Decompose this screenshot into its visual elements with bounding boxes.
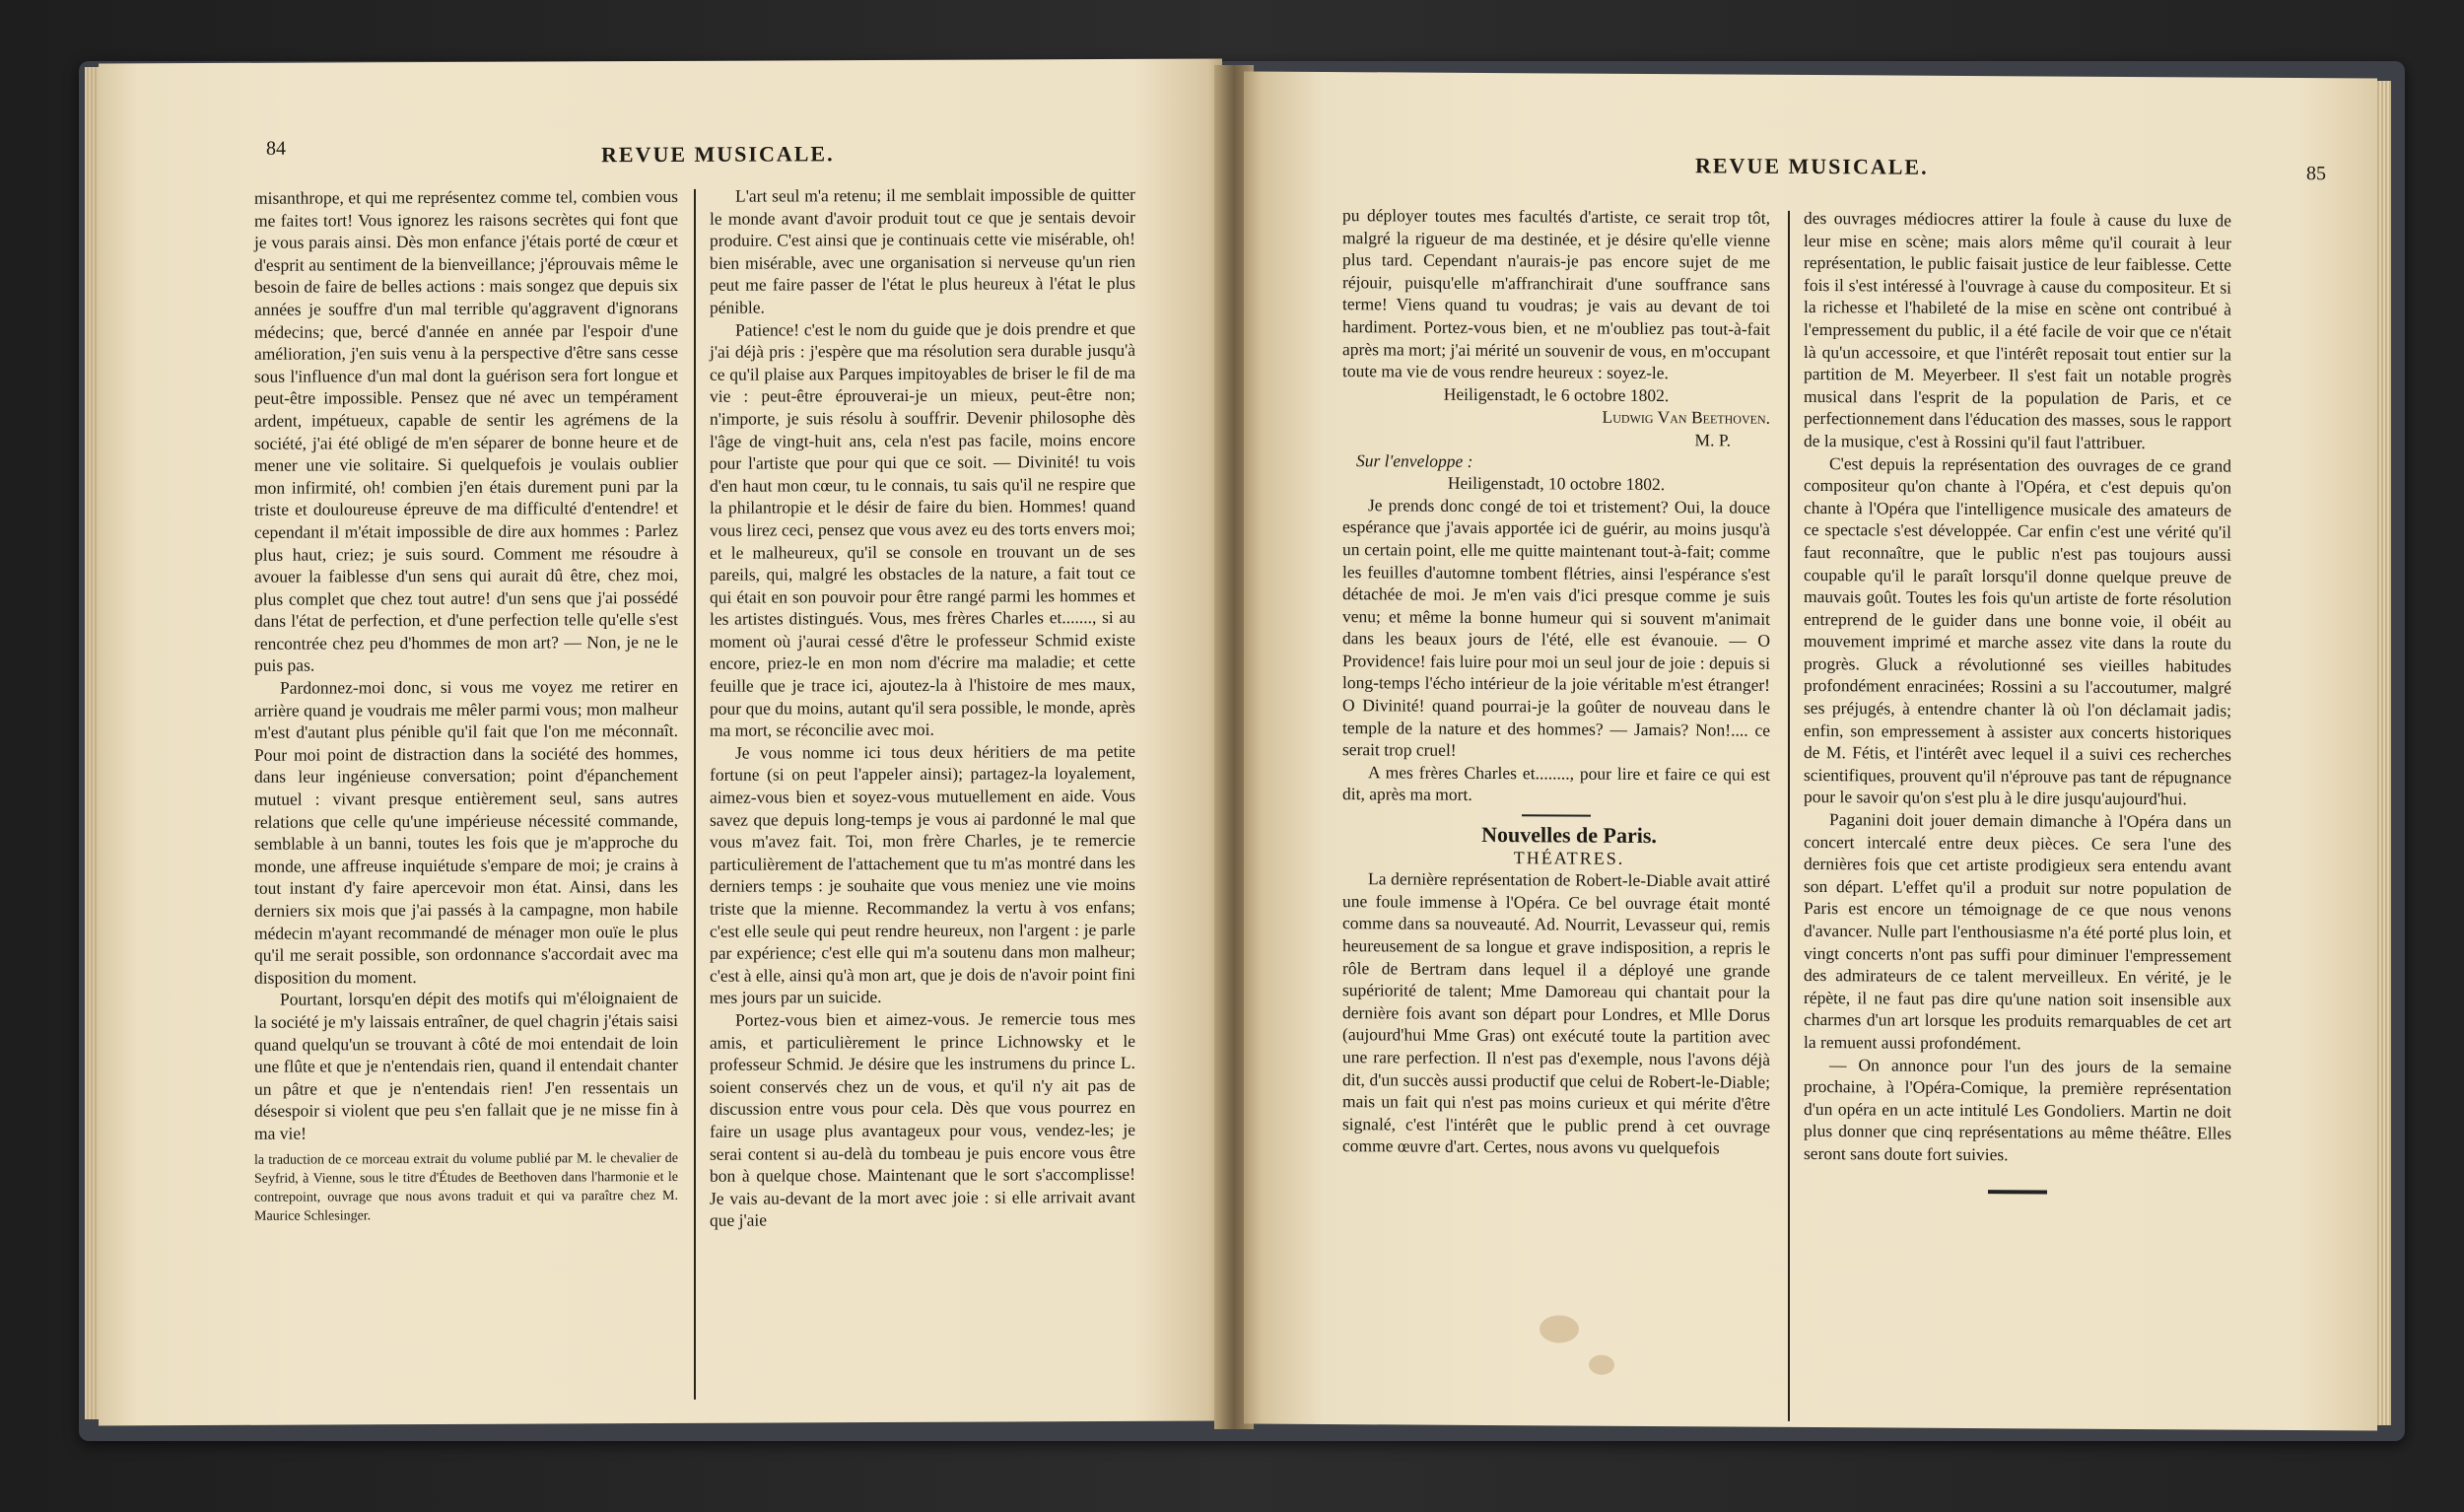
left-col2-para-4: Portez-vous bien et aimez-vous. Je remercie tous mes amis, et particulièrement le prince Lichnowsky et le professeur Schmid. Je désire que les instrumens du prince L. soient conservés chez un de vous, et qu'il n'y ait pas de discussion entre vous pour cela. Dès que vous pourrez en faire un usage plus avantageux pour vous, vendez-les; je serai content si au-delà du tombeau je puis encore vous être bon à quelque chose. Maintenant que le sort s'accomplisse! Je vais au-devant de la mort avec joie : si elle arrivait avant que j'aie <box>710 1007 1135 1231</box>
left-col1-para-3: Pourtant, lorsqu'en dépit des motifs qui m'éloignaient de la société je m'y laissais entraîner, de quel chagrin j'étais saisi quand quelqu'un se trouvant à côté de moi entendait de loin une flûte et que je n'entendais rien, quand il entendait chanter un pâtre et que je n'entendais rien! J'en ressentais un désespoir si violent que peu s'en fallait que je ne misse fin à ma vie! <box>254 988 678 1143</box>
right-column-rule <box>1788 211 1790 1421</box>
dateline-october-10: Heiligenstadt, 10 octobre 1802. <box>1447 472 1666 495</box>
left-page <box>99 59 1222 1426</box>
left-page-number: 84 <box>266 137 286 160</box>
left-col2-para-2: Patience! c'est le nom du guide que je dois prendre et que j'ai déjà pris : j'espère que ma résolution sera durable jusqu'à ce qu'il plaise aux Parques impitoyables de briser le fil de ma vie : peut-être éprouverai-je un mieux, peut-être non; n'importe, je suis résolu à souffrir. Devenir philosophe dès l'âge de vingt-huit ans, cela n'est pas facile, moins encore pour l'artiste que pour qui que ce soit. — Divinité! tu vois d'en haut mon cœur, tu le connais, tu sais qu'il ne respire que la philantropie et le désir de faire du bien. Hommes! quand vous lirez ceci, pensez que vous avez eu des torts envers moi; et le malheureux, qu'il se console en trouvant un de ses pareils, qui, malgré les obstacles de la nature, a fait tout ce qui était en son pouvoir pour être rangé parmi les hommes et les artistes distingués. Vous, mes frères Charles et......., si au moment où j'aurai cessé d'être le professeur Schmid existe encore, priez-le en mon nom d'écrire ma maladie; et cette feuille que je trace ici, ajoutez-la à l'histoire de mes maux, pour que du moins, autant qu'il sera possible, le monde, après ma mort, se réconcilie avec moi. <box>710 317 1135 741</box>
left-col2-para-3: Je vous nomme ici tous deux héritiers de ma petite fortune (si on peut l'appeler ainsi); partagez-la loyalement, aimez-vous bien et soyez-vous mutuellement en aide. Vous savez que depuis long-temps je vous ai pardonné le mal que vous m'avez fait. Toi, mon frère Charles, je te remercie particulièrement de l'attachement que tu m'as montré dans les derniers temps : je souhaite que vous meniez une vie moins triste que la mienne. Recommandez la vertu à vos enfans; c'est elle seule qui peut rendre heureux, non l'argent : je parle par expérience; c'est elle qui m'a soutenu dans mon malheur; c'est à elle, ainsi qu'à mon art, que je dois de n'avoir point fini mes jours par un suicide. <box>710 740 1135 1008</box>
right-running-head: REVUE MUSICALE. <box>1695 153 1929 179</box>
left-running-head: REVUE MUSICALE. <box>601 141 835 168</box>
section-separator <box>1522 814 1591 816</box>
right-col2-para-1: des ouvrages médiocres attirer la foule à cause du luxe de leur mise en scène; mais alors même qu'il courait à leur représentation, le public faisait justice de leur faiblesse. Cette fois il s'est intéressé à l'ouvrage à cause du compositeur. Et si la richesse et l'habileté de la mise en scène ont contribué à l'empressement du public, il a été facile de voir que ce n'était là qu'un accessoire, et que l'intérêt reposait tout entier sur la partition de M. Meyerbeer. Il s'est fait un notable progrès musical dans l'esprit de la population de Paris, et ce perfectionnement dans l'éducation des masses, sous le rapport de la musique, c'est à Rossini qu'il faut l'attribuer. <box>1804 207 2231 453</box>
left-col1-para-2: Pardonnez-moi donc, si vous me voyez me retirer en arrière quand je voudrais me mêler parmi vous; mon malheur m'est d'autant plus pénible qu'il fait que l'on me méconnaît. Pour moi point de distraction dans la société des hommes, dans leur ingénieuse conversation; point d'épanchement mutuel : vivant presque entièrement seul, sans autres relations que celle qu'une impérieuse nécessité commande, semblable à un banni, toutes les fois que je m'approche du monde, une affreuse inquiétude s'empare de moi; je crains à tout instant d'y faire apercevoir mon état. Ainsi, dans les derniers six mois que j'ai passés à la campagne, mon habile médecin m'ayant recommandé de ménager mon ouïe le plus qu'il me serait possible, son ordonnance s'accordait avec ma disposition du moment. <box>254 675 678 988</box>
left-col1-para-1: misanthrope, et qui me représentez comme tel, combien vous me faites tort! Vous ignorez les raisons secrètes qui font que je vous parais ainsi. Dès mon enfance j'étais porté de cœur et d'esprit au sentiment de la bienveillance; j'éprouvais même le besoin de faire de belles actions : mais songez que depuis six années je souffre d'un mal terrible qu'aggravent d'ignorans médecins; que, bercé d'année en année par l'espoir d'une amélioration, j'en suis venu à la perspective d'être sans cesse sous l'influence d'un mal dont la guérison sera fort longue et peut-être impossible. Pensez que né avec un tempérament ardent, impétueux, capable de sentir les agrémens de la société, j'ai été obligé de m'en séparer de bonne heure et de mener une vie solitaire. Si quelquefois je voulais oublier mon infirmité, oh! combien j'en étais durement puni par la triste et douloureuse épreuve de ma difficulté d'entendre! et cependant il m'était impossible de dire aux hommes : Parlez plus haut, criez; je suis sourd. Comment me résoudre à avouer la faiblesse d'un sens qui aurait dû être, chez moi, plus complet que chez tout autre! d'un sens que j'ai possédé dans l'état de perfection, et d'une perfection telle qu'elle s'est rencontrée chez peu d'hommes de mon art? — Non, je ne le puis pas. <box>254 185 678 676</box>
right-col2-para-2: C'est depuis la représentation des ouvrages de ce grand compositeur qu'on chante à l'Opéra, et c'est depuis qu'on chante à l'Opéra que l'intelligence musicale des amateurs de ce spectacle s'est développée. Car enfin c'est une vérité qu'il faut reconnaître, que le public n'est pas toujours aussi coupable qu'il le paraît lorsqu'il donne quelque preuve de mauvais goût. Toutes les fois qu'un artiste de forte résolution entreprend de le guider dans une bonne voie, il obéit au mouvement imprimé et marche assez vite dans la route du progrès. Gluck a révolutionné ses vieilles habitudes profondément enracinées; Rossini a su l'accoutumer, malgré ses préjugés, à entendre chanter là où l'on déclamait jadis; enfin, son empressement à assister aux concerts historiques de M. Fétis, et l'intérêt avec lequel il a suivi ces recherches scientifiques, prouvent qu'il n'éprouve pas tant de répugnance pour le savoir qu'on s'est plu à le dire jusqu'aujourd'hui. <box>1804 452 2231 809</box>
left-column-rule <box>694 189 696 1400</box>
right-col1-para-4: La dernière représentation de Robert-le-Diable avait attiré une foule immense à l'Opéra. Ce bel ouvrage était monté comme dans sa nouveauté. Ad. Nourrit, Levasseur qui, remis heureusement de sa longue et grave indisposition, a repris le rôle de Bertram dans lequel il a déployé une grande supériorité de talent; Mme Damoreau qui chantait pour la dernière fois avant son départ pour Londres, et Mlle Dorus (aujourd'hui Mme Gras) ont exécuté toute la partition avec une rare perfection. Il n'est pas d'exemple, nous l'avons déjà dit, d'un succès aussi productif que celui de Robert-le-Diable; mais un fait qui n'est pas moins curieux et qui mérite d'être signalé, c'est l'intérêt que le public prend à cet ouvrage comme œuvre d'art. Certes, nous avons vu quelquefois <box>1342 868 1770 1158</box>
right-col1-para-2: Je prends donc congé de toi et tristement? Oui, la douce espérance que j'avais apportée ici de guérir, au moins jusqu'à un certain point, elle me quitte maintenant tout-à-fait; comme les feuilles d'automne tombent flétries, ainsi l'espérance s'est détachée de moi. Je m'en vais d'ici presque comme je suis venu; et même la bonne humeur qui si souvent m'animait dans les beaux jours de l'été, elle est évanouie. — O Providence! fais luire pour moi un seul jour de joie : depuis si long-temps l'écho intérieur de la joie véritable m'est étranger! O Divinité! quand pourrai-je la goûter de nouveau dans le temple de la nature et des hommes? — Jamais? Non!.... ce serait trop cruel! <box>1342 494 1770 761</box>
envelope-label: Sur l'enveloppe : <box>1356 449 1473 471</box>
signature-beethoven: Ludwig Van Beethoven. <box>1602 407 1770 429</box>
section-title: Nouvelles de Paris. <box>1481 821 1657 849</box>
left-col2-para-1: L'art seul m'a retenu; il me semblait impossible de quitter le monde avant d'avoir produit tout ce que je sentais devoir produire. C'est ainsi que je continuais cette vie misérable, oh! bien misérable, avec une organisation si nerveuse qu'un rien peut me faire passer de l'état le plus heureux à l'état le plus pénible. <box>710 183 1135 317</box>
right-page-number: 85 <box>2306 163 2326 185</box>
left-footnote: la traduction de ce morceau extrait du volume publié par M. le chevalier de Seyfrid, à Vienne, sous le titre d'Études de Beethoven dans l'harmonie et le contrepoint, ouvrage que nous avons traduit et qui va paraître chez M. Maurice Schlesinger. <box>254 1150 678 1224</box>
dateline-october-6: Heiligenstadt, le 6 octobre 1802. <box>1443 383 1670 405</box>
right-col1-para-1: pu déployer toutes mes facultés d'artiste, ce serait trop tôt, malgré la rigueur de ma destinée, et je désire qu'elle vienne plus tard. Cependant n'aurais-je pas encore sujet de me réjouir, puisqu'elle m'affranchirait d'une souffrance sans terme! Viens quand tu voudras; je vais au devant de toi hardiment. Portez-vous bien, et ne m'oubliez pas tout-à-fait après ma mort; j'ai mérité un souvenir de vous, en m'occupant toute ma vie de vous rendre heureux : soyez-le. <box>1342 205 1770 383</box>
foxing-stain <box>1589 1355 1614 1375</box>
right-page <box>1244 71 2377 1430</box>
section-subtitle: THÉATRES. <box>1513 847 1625 868</box>
right-column-1 <box>1342 204 1770 1160</box>
right-col2-para-3: Paganini doit jouer demain dimanche à l'Opéra dans un concert intercalé entre deux pièces. Ce sera l'une des dernières fois que cet artiste prodigieux sera entendu avant son départ. L'effet qu'il a produit sur notre population de Paris est encore un témoignage de ce que nous venons d'avancer. Nulle part l'enthousiasme n'a été porté plus loin, et vingt concerts n'ont pas suffi pour diminuer l'empressement des admirateurs de ce talent merveilleux. En vérité, je le répète, il ne faut pas dire qu'une nation soit insensible aux charmes d'un art lorsque les produits remarquables de cet art la remuent aussi profondément. <box>1804 809 2231 1054</box>
foxing-stain <box>1540 1315 1579 1342</box>
left-column-2 <box>710 183 1135 1232</box>
end-of-section-rule <box>1988 1190 2047 1194</box>
signature-initials: M. P. <box>1694 430 1731 450</box>
left-column-1 <box>254 185 678 1225</box>
right-column-2 <box>1804 207 2231 1195</box>
right-col1-para-3: A mes frères Charles et........, pour lire et faire ce qui est dit, après ma mort. <box>1342 762 1770 805</box>
right-col2-para-4: — On annonce pour l'un des jours de la semaine prochaine, à l'Opéra-Comique, la première représentation d'un opéra en un acte intitulé Les Gondoliers. Martin ne doit plus donner que cinq représentations au même théâtre. Elles seront sans doute fort suivies. <box>1804 1054 2231 1165</box>
